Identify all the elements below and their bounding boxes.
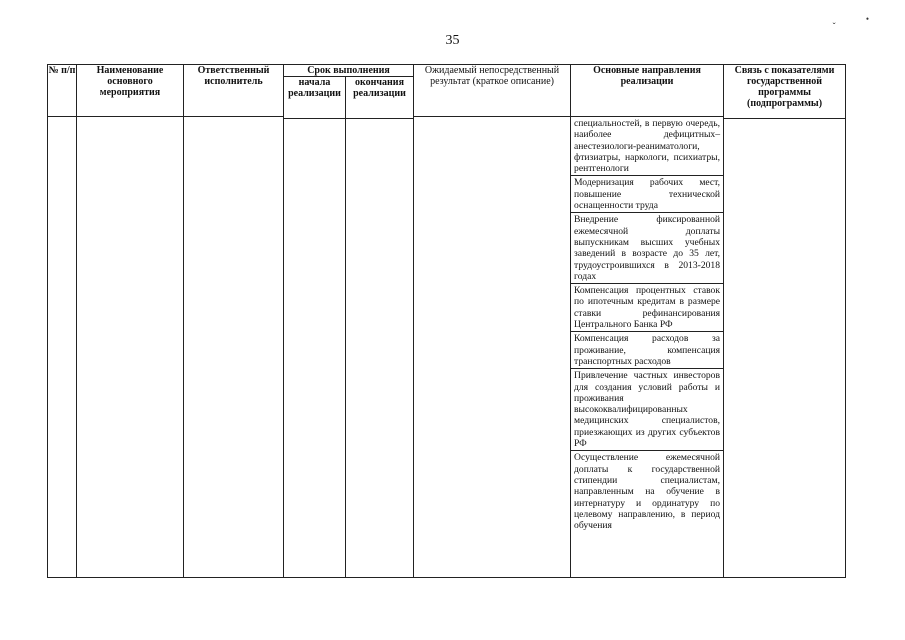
header-link: Связь с показателями государственной программы (подпрограммы) xyxy=(724,65,846,119)
measures-table xyxy=(47,64,846,578)
header-period: Срок выполнения xyxy=(284,65,414,77)
header-num: № п/п xyxy=(48,65,77,117)
header-responsible: Ответственный исполнитель xyxy=(184,65,284,117)
cell-name xyxy=(77,117,184,578)
header-directions: Основные направления реализации xyxy=(571,65,724,117)
corner-marks: ˬ • xyxy=(832,14,883,24)
direction-item: Модернизация рабочих мест, повышение технической оснащенности труда xyxy=(571,176,723,213)
direction-item: специальностей, в первую очередь, наиболее дефицитных– анестезиологи-реаниматологи, фтизиатры, наркологи, психиатры, рентгенологи xyxy=(571,117,723,176)
cell-num xyxy=(48,117,77,578)
direction-item: Внедрение фиксированной ежемесячной доплаты выпускникам высших учебных заведений в возрасте до 35 лет, трудоустроившихся в 2013-2018 годах xyxy=(571,213,723,284)
cell-directions xyxy=(571,117,724,578)
direction-item: Привлечение частных инвесторов для создания условий работы и проживания высококвалифицированных медицинских специалистов, приезжающих из других субъектов РФ xyxy=(571,369,723,451)
header-name: Наименование основного мероприятия xyxy=(77,65,184,117)
cell-responsible xyxy=(184,117,284,578)
header-end: окончания реализации xyxy=(346,77,414,119)
header-start: начала реализации xyxy=(284,77,346,119)
cell-end xyxy=(346,119,414,578)
cell-result xyxy=(414,117,571,578)
header-result: Ожидаемый непосредственный результат (краткое описание) xyxy=(414,65,571,117)
page-number: 35 xyxy=(445,33,460,48)
direction-item: Компенсация процентных ставок по ипотечным кредитам в размере ставки рефинансирования Центрального Банка РФ xyxy=(571,284,723,332)
cell-start xyxy=(284,119,346,578)
direction-item: Осуществление ежемесячной доплаты к государственной стипендии специалистам, направленным на обучение в интернатуру и ординатуру по целевому направлению, в период обучения xyxy=(574,452,721,532)
cell-link xyxy=(724,119,846,578)
direction-item: Компенсация расходов за проживание, компенсация транспортных расходов xyxy=(571,332,723,369)
